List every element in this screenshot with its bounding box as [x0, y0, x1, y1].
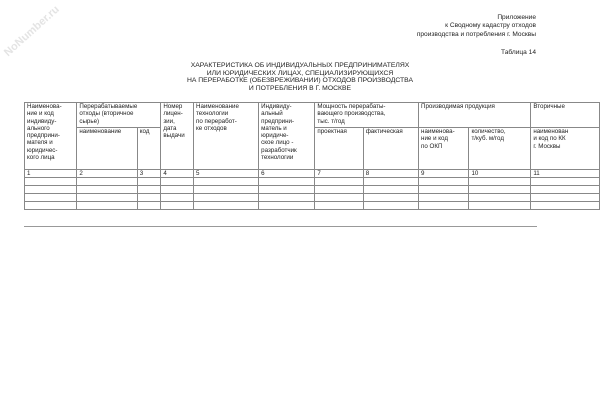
- subheader-code: код: [137, 128, 161, 170]
- subheader-okp: наименова- ние и код по ОКП: [419, 128, 469, 170]
- column-number: 10: [469, 170, 531, 178]
- header-processed-waste: Перерабатываемые отходы (вторичное сырье): [77, 103, 161, 128]
- column-number: 6: [259, 170, 315, 178]
- header-products: Производимая продукция: [419, 103, 531, 128]
- column-number: 7: [315, 170, 363, 178]
- appendix-line: к Сводному кадастру отходов: [445, 22, 536, 30]
- column-number: 2: [77, 170, 137, 178]
- table-row: [25, 194, 600, 202]
- subheader-kk-code: наименован и код по КК г. Москвы: [531, 128, 600, 170]
- column-numbers-row: [25, 170, 600, 178]
- header-entrepreneur: Наименова- ние и код индивиду- ального предприни- мателя и юридичес- кого лица: [25, 103, 77, 170]
- watermark: NoNumber.ru: [2, 3, 62, 59]
- table-row: [25, 202, 600, 210]
- column-number: 8: [363, 170, 418, 178]
- subheader-quantity: количество, т/куб. м/год: [469, 128, 531, 170]
- title-line: НА ПЕРЕРАБОТКЕ (ОБЕЗВРЕЖИВАНИИ) ОТХОДОВ ПРОИЗВОДСТВА: [186, 77, 414, 85]
- table-row: [25, 178, 600, 186]
- characteristics-table: [24, 102, 600, 210]
- appendix-note: [417, 14, 536, 39]
- column-number: 9: [419, 170, 469, 178]
- subheader-design: проектная: [315, 128, 363, 170]
- table-row: [25, 186, 600, 194]
- table-number: Таблица 14: [500, 49, 536, 56]
- header-capacity: Мощность перерабаты- вающего производства, тыс. т/год: [315, 103, 419, 128]
- appendix-line: производства и потребления г. Москвы: [416, 30, 536, 38]
- appendix-line: Приложение: [497, 14, 536, 21]
- column-number: 4: [161, 170, 194, 178]
- divider-line: [24, 226, 537, 227]
- column-number: 3: [137, 170, 161, 178]
- title-line: ИЛИ ЮРИДИЧЕСКИХ ЛИЦАХ, СПЕЦИАЛИЗИРУЮЩИХСЯ: [206, 69, 394, 77]
- document-title: [150, 62, 450, 92]
- column-number: 5: [194, 170, 259, 178]
- header-developer: Индивиду- альный предприни- матель и юридиче- ское лицо - разработчик технологии: [259, 103, 315, 170]
- header-technology: Наименование технологии по переработ- ке отходов: [194, 103, 259, 170]
- subheader-actual: фактическая: [363, 128, 418, 170]
- title-line: И ПОТРЕБЛЕНИЯ В Г. МОСКВЕ: [248, 84, 352, 92]
- title-line: ХАРАКТЕРИСТИКА ОБ ИНДИВИДУАЛЬНЫХ ПРЕДПРИНИМАТЕЛЯХ: [190, 62, 410, 69]
- column-number: 1: [25, 170, 77, 178]
- header-license: Номер лицен- зии, дата выдачи: [161, 103, 194, 170]
- subheader-name: наименование: [77, 128, 137, 170]
- header-secondary: Вторичные: [531, 103, 600, 128]
- column-number: 11: [531, 170, 600, 178]
